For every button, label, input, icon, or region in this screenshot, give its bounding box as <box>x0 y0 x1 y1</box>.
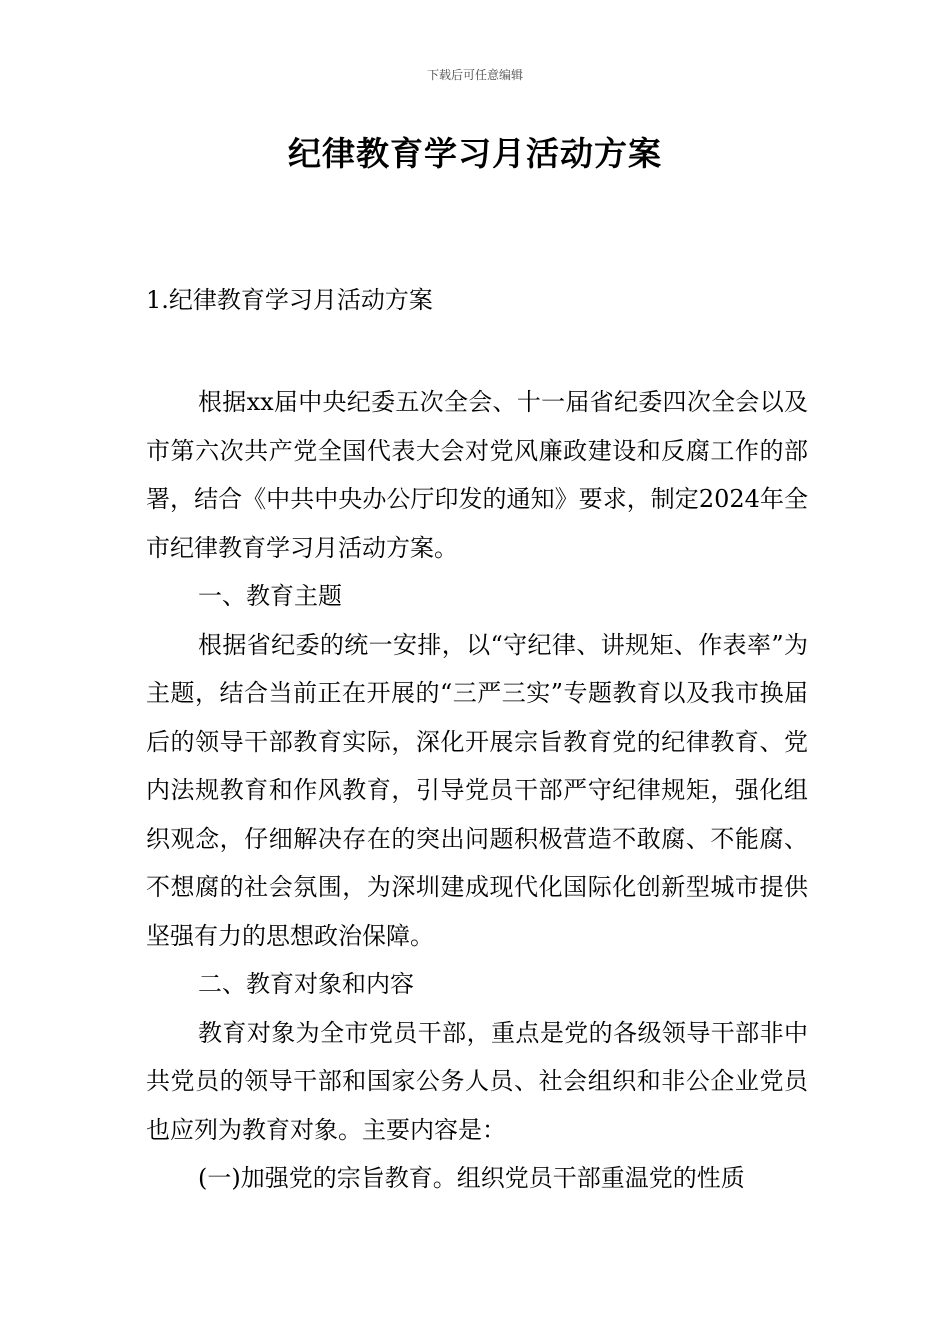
heading-education-theme: 一、教育主题 <box>198 582 342 610</box>
body-text <box>146 378 808 1203</box>
paragraph-intro: 根据xx届中央纪委五次全会、十一届省纪委四次全会以及市第六次共产党全国代表大会对党风廉政建设和反腐工作的部署，结合《中共中央办公厅印发的通知》要求，制定2024年全市纪律教育学习月活动方案。 <box>146 388 808 562</box>
paragraph-theme: 根据省纪委的统一安排，以“守纪律、讲规矩、作表率”为主题，结合当前正在开展的“三严三实”专题教育以及我市换届后的领导干部教育实际，深化开展宗旨教育党的纪律教育、党内法规教育和作风教育，引导党员干部严守纪律规矩，强化组织观念，仔细解决存在的突出问题积极营造不敢腐、不能腐、不想腐的社会氛围，为深圳建成现代化国际化创新型城市提供坚强有力的思想政治保障。 <box>146 630 808 950</box>
header-note: 下载后可任意编辑 <box>426 68 523 82</box>
heading-objects-content: 二、教育对象和内容 <box>198 970 414 998</box>
section-heading: 1.纪律教育学习月活动方案 <box>146 286 433 314</box>
paragraph-item-1: (一)加强党的宗旨教育。组织党员干部重温党的性质 <box>198 1164 745 1192</box>
document-title: 纪律教育学习月活动方案 <box>288 134 662 173</box>
paragraph-objects: 教育对象为全市党员干部，重点是党的各级领导干部非中共党员的领导干部和国家公务人员、社会组织和非公企业党员也应列为教育对象。主要内容是： <box>146 1018 808 1144</box>
